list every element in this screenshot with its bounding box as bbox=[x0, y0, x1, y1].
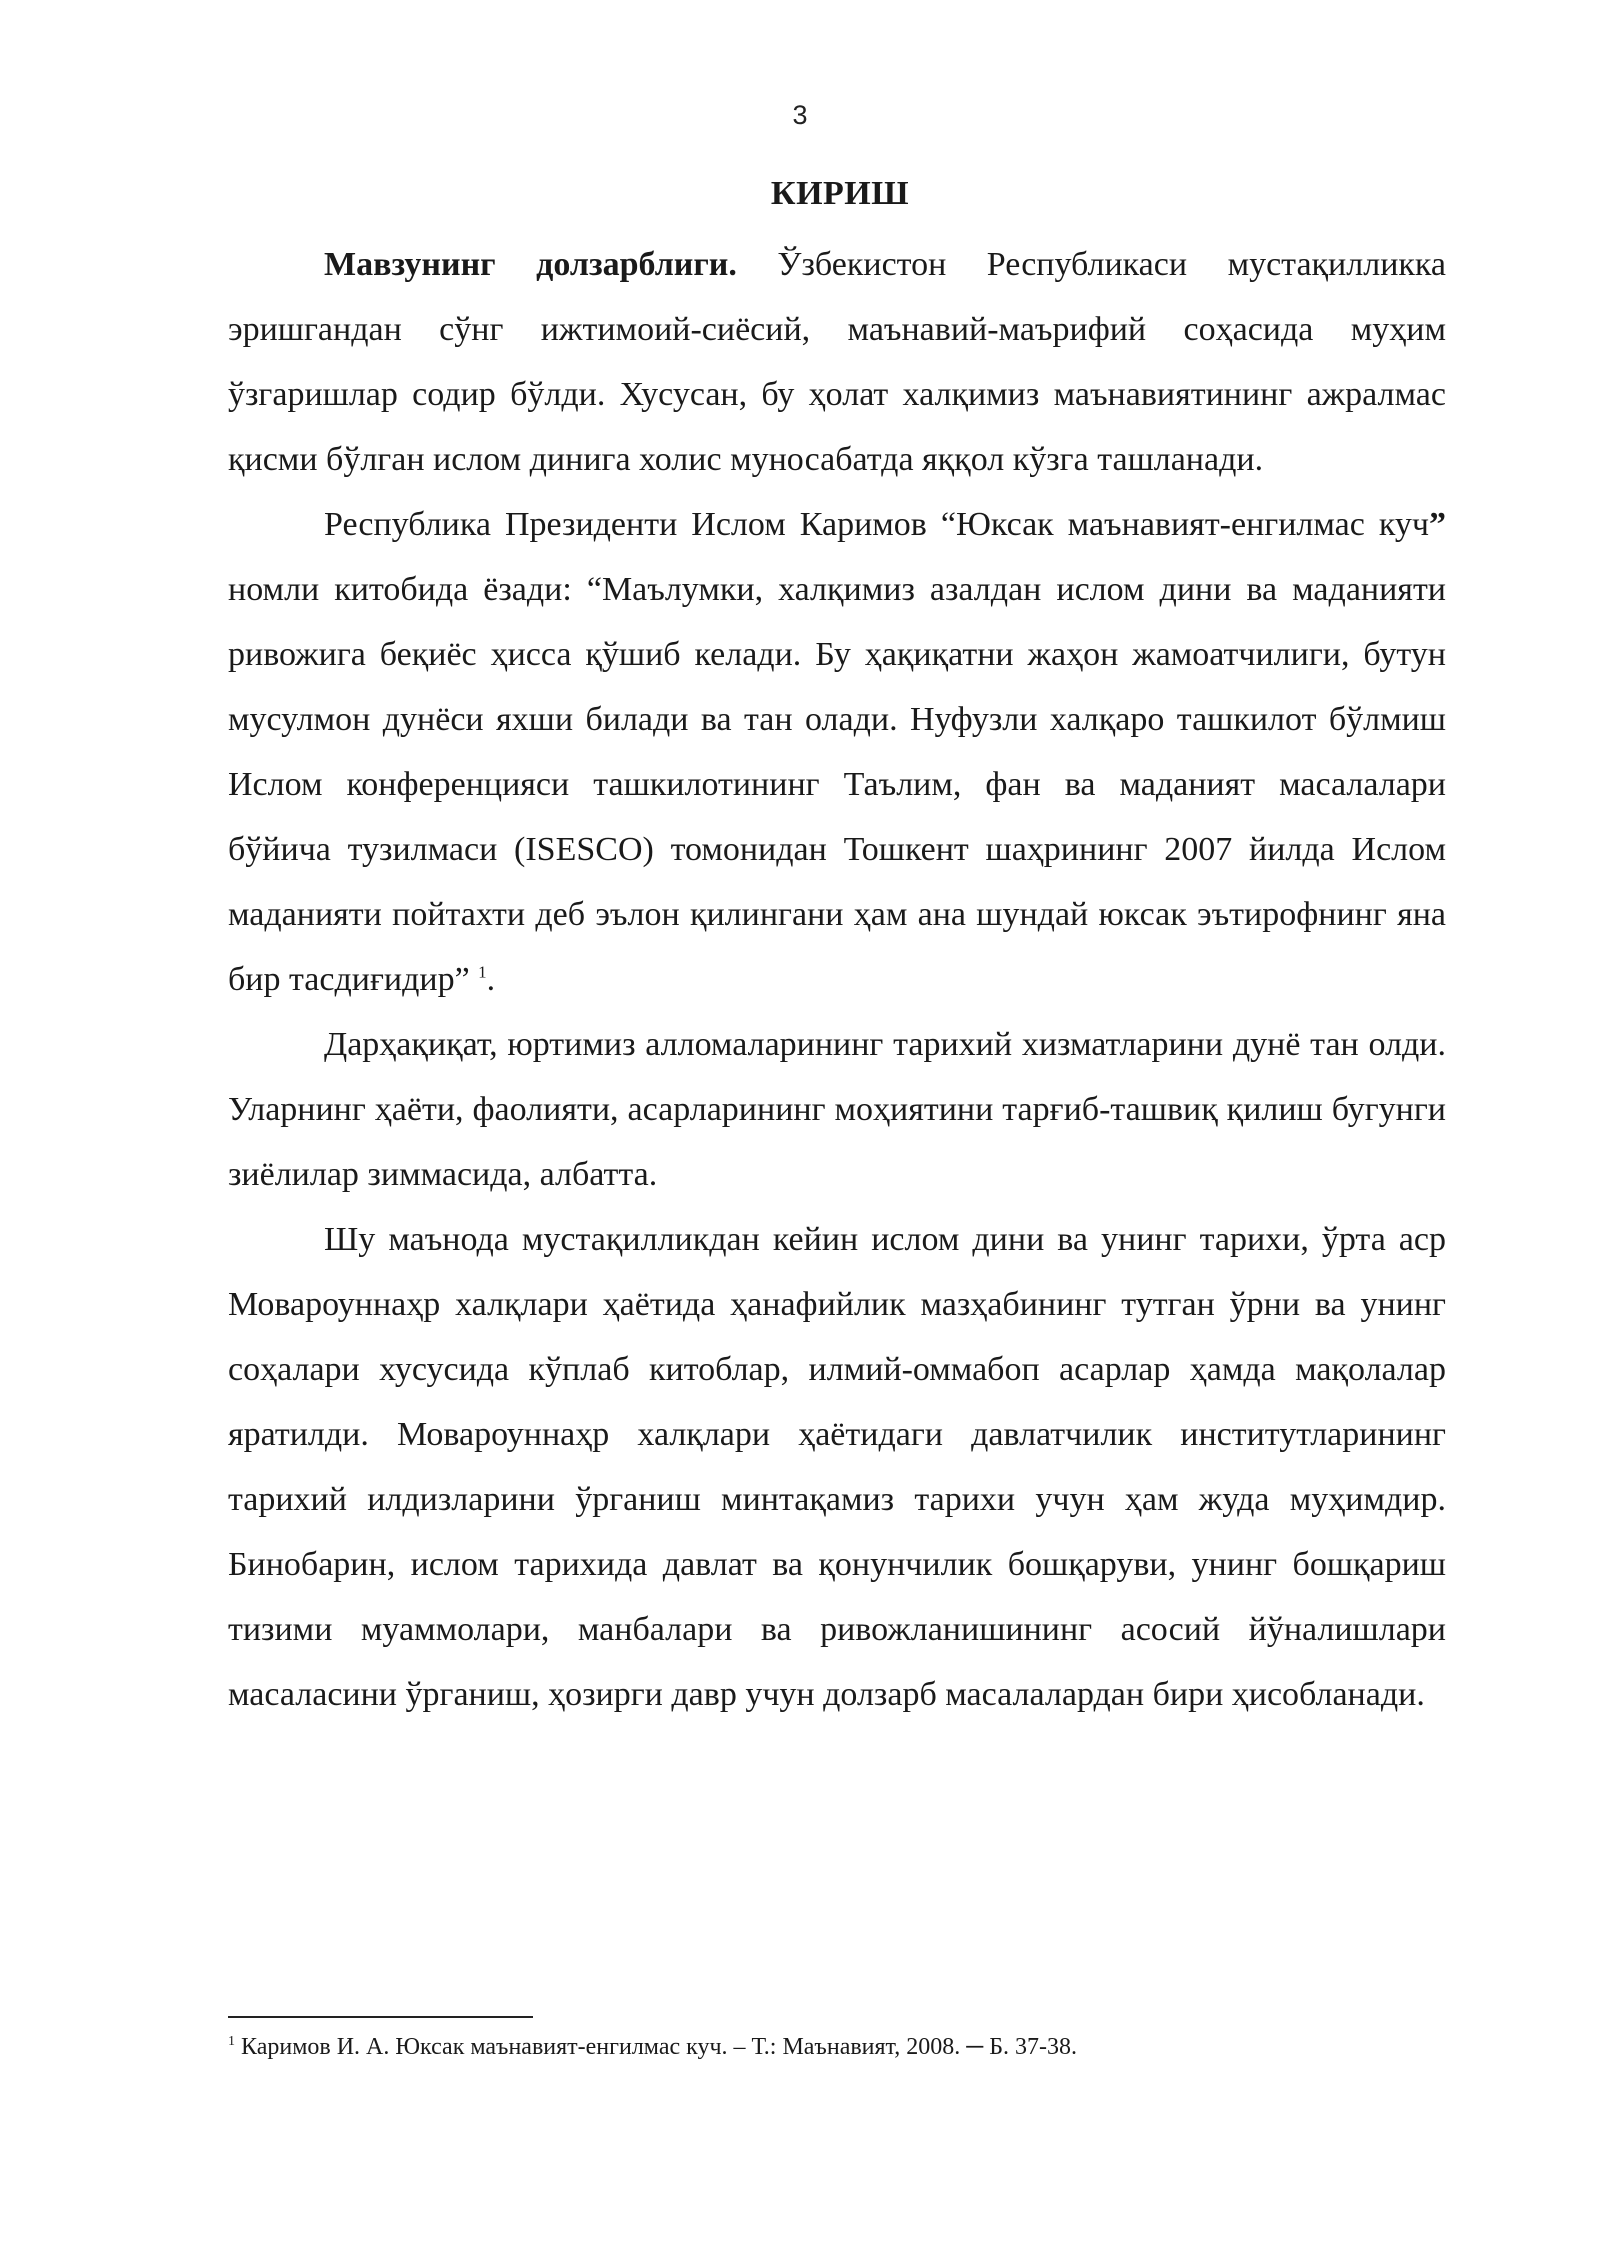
footnote-marker: 1 bbox=[228, 2034, 235, 2049]
page-number: 3 bbox=[792, 100, 808, 130]
footnote-separator bbox=[228, 2016, 533, 2018]
paragraph-lead-heading: Мавзунинг долзарблиги. bbox=[324, 246, 737, 283]
footnote bbox=[228, 2030, 1446, 2064]
chapter-title: КИРИШ bbox=[770, 175, 910, 212]
paragraph-text: . bbox=[486, 961, 496, 998]
quote-mark: ” bbox=[1429, 506, 1446, 543]
paragraph-president-quote bbox=[228, 492, 1446, 1012]
paragraph-text: номли китобида ёзади: “Маълумки, халқимиз азалдан ислом дини ва маданияти ривожига беқиёс ҳисса қўшиб келади. Бу ҳақиқатни жаҳон жамоатчилиги, бутун мусулмон дунёси яхши билади ва тан олади. Нуфузли халқаро ташкилот бўлмиш Ислом конференцияси ташкилотининг Таълим, фан ва маданият масалалари бўйича тузилмаси (ISESCO) томонидан Тошкент шаҳрининг 2007 йилда Ислом маданияти пойтахти деб эълон қилингани ҳам ана шундай юксак эътирофнинг яна бир тасдиғидир” bbox=[228, 571, 1446, 998]
footnote-text: Каримов И. А. Юксак маънавият‑енгилмас куч. – Т.: Маънавият, 2008. ─ Б. 37-38. bbox=[235, 2034, 1078, 2060]
paragraph-scholars bbox=[228, 1012, 1446, 1207]
paragraph-text: Ўзбекистон Республикаси мустақилликка эришгандан сўнг ижтимоий-сиёсий, маънавий-маърифий соҳасида муҳим ўзгаришлар содир бўлди. Хусусан, бу ҳолат халқимиз маънавиятининг ажралмас қисми бўлган ислом динига холис муносабатда яққол кўзга ташланади. bbox=[228, 246, 1446, 478]
paragraph-text: Дарҳақиқат, юртимиз алломаларининг тарихий хизматларини дунё тан олди. Уларнинг ҳаёти, фаолияти, асарларининг моҳиятини тарғиб-ташвиқ қилиш бугунги зиёлилар зиммасида, албатта. bbox=[228, 1026, 1446, 1193]
body-text bbox=[228, 232, 1446, 1727]
paragraph-text: Республика Президенти Ислом Каримов “Юксак маънавият-енгилмас куч bbox=[324, 506, 1429, 543]
paragraph-islam-history bbox=[228, 1207, 1446, 1727]
paragraph-text: Шу маънода мустақилликдан кейин ислом дини ва унинг тарихи, ўрта аср Мовароуннаҳр халқлари ҳаётида ҳанафийлик мазҳабининг тутган ўрни ва унинг соҳалари хусусида кўплаб китоблар, илмий-оммабоп асарлар ҳамда мақолалар яратилди. Мовароуннаҳр халқлари ҳаётидаги давлатчилик институтларининг тарихий илдизларини ўрганиш минтақамиз тарихи учун ҳам жуда муҳимдир. Бинобарин, ислом тарихида давлат ва қонунчилик бошқаруви, унинг бошқариш тизими муаммолари, манбалари ва ривожланишининг асосий йўналишлари масаласини ўрганиш, ҳозирги давр учун долзарб масалалардан бири ҳисобланади. bbox=[228, 1221, 1446, 1713]
footnote-reference[interactable]: 1 bbox=[478, 962, 487, 982]
paragraph-relevance bbox=[228, 232, 1446, 492]
